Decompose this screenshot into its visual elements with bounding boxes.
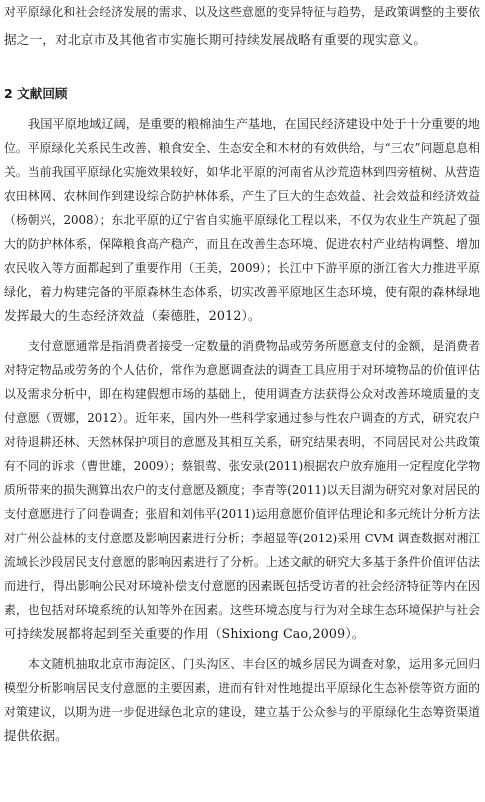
paragraph-line: 对策建议，以期为进一步促进绿色北京的建设，建立基于公众参与的平原绿化生态筹资渠道 bbox=[4, 705, 480, 719]
paragraph-line: 对广州公益林的支付意愿及影响因素进行分析；李超显等(2012)采用 CVM 调查数据对湘江 bbox=[4, 531, 480, 545]
paragraph-line: 农田林网、农林间作到建设综合防护林体系，产生了巨大的生态效益、社会效益和经济效益 bbox=[4, 189, 480, 203]
paragraph-line: 质所带来的损失测算出农户的支付意愿及额度；李青等(2011)以天目湖为研究对象对居民的 bbox=[4, 483, 480, 497]
paragraph-line: 可持续发展都将起到至关重要的作用（Shixiong Cao,2009）。 bbox=[4, 626, 365, 641]
intro-line: 对平原绿化和社会经济发展的需求、以及这些意愿的变异特征与趋势，是政策调整的主要依 bbox=[4, 5, 480, 19]
section-heading: 2 文献回顾 bbox=[4, 86, 68, 101]
paragraph-line: 付意愿（贾娜，2012）。近年来，国内外一些科学家通过参与性农户调查的方式，研究农户 bbox=[4, 411, 480, 425]
paragraph-line: 大的防护林体系，保障粮食高产稳产，而且在改善生态环境、促进农村产业结构调整、增加 bbox=[4, 237, 480, 251]
paragraph-line: 本文随机抽取北京市海淀区、门头沟区、丰台区的城乡居民为调查对象，运用多元回归 bbox=[28, 657, 480, 671]
paragraph-line: 提供依据。 bbox=[4, 728, 68, 743]
paragraph-line: 关。当前我国平原绿化实施效果较好，如华北平原的河南省从沙荒造林到四旁植树、从营造 bbox=[4, 165, 480, 179]
paragraph-line: 模型分析影响居民支付意愿的主要因素，进而有针对性地提出平原绿化生态补偿等资方面的 bbox=[4, 681, 480, 695]
paragraph-line: 素，也包括对环境系统的认知等外在因素。这些环境态度与行为对全球生态环境保护与社会 bbox=[4, 603, 480, 617]
paragraph-line: 以及需求分析中，即在构建假想市场的基础上，使用调查方法获得公众对改善环境质量的支 bbox=[4, 387, 480, 401]
paragraph-line: 位。平原绿化关系民生改善、粮食安全、生态安全和木材的有效供给，与“三农”问题息息相 bbox=[4, 141, 480, 155]
paragraph-line: 对待退耕还林、天然林保护项目的意愿及其相互关系，研究结果表明，不同居民对公共政策 bbox=[4, 435, 480, 449]
paragraph-line: 而进行，得出影响公民对环境补偿支付意愿的因素既包括受访者的社会经济特征等内在因 bbox=[4, 579, 480, 593]
paragraph-line: （杨朝兴，2008）；东北平原的辽宁省自实施平原绿化工程以来，不仅为农业生产筑起了强 bbox=[4, 213, 480, 227]
paragraph-line: 农民收入等方面都起到了重要作用（王美，2009）；长江中下游平原的浙江省大力推进平原 bbox=[4, 261, 480, 275]
paragraph-line: 我国平原地域辽阔，是重要的粮棉油生产基地，在国民经济建设中处于十分重要的地 bbox=[28, 117, 480, 131]
paragraph-line: 有不同的诉求（曹世雄，2009）；蔡银莺、张安录(2011)根据农户放弃施用一定程度化学物 bbox=[4, 459, 480, 473]
paragraph-line: 发挥最大的生态经济效益（秦德胜，2012）。 bbox=[4, 308, 261, 323]
paragraph-line: 对特定物品或劳务的个人估价，常作为意愿调查法的调查工具应用于对环境物品的价值评估 bbox=[4, 363, 480, 377]
paragraph-line: 流域长沙段居民支付意愿的影响因素进行了分析。上述文献的研究大多基于条件价值评估法 bbox=[4, 555, 480, 569]
paragraph-line: 支付意愿进行了问卷调查；张眉和刘伟平(2011)运用意愿价值评估理论和多元统计分析方法 bbox=[4, 507, 480, 521]
intro-line: 据之一，对北京市及其他省市实施长期可持续发展战略有重要的现实意义。 bbox=[4, 32, 427, 47]
paragraph-line: 绿化，着力构建完备的平原森林生态体系，切实改善平原地区生态环境，使有限的森林绿地 bbox=[4, 285, 480, 299]
paragraph-line: 支付意愿通常是指消费者接受一定数量的消费物品或劳务所愿意支付的金额，是消费者 bbox=[28, 339, 480, 353]
